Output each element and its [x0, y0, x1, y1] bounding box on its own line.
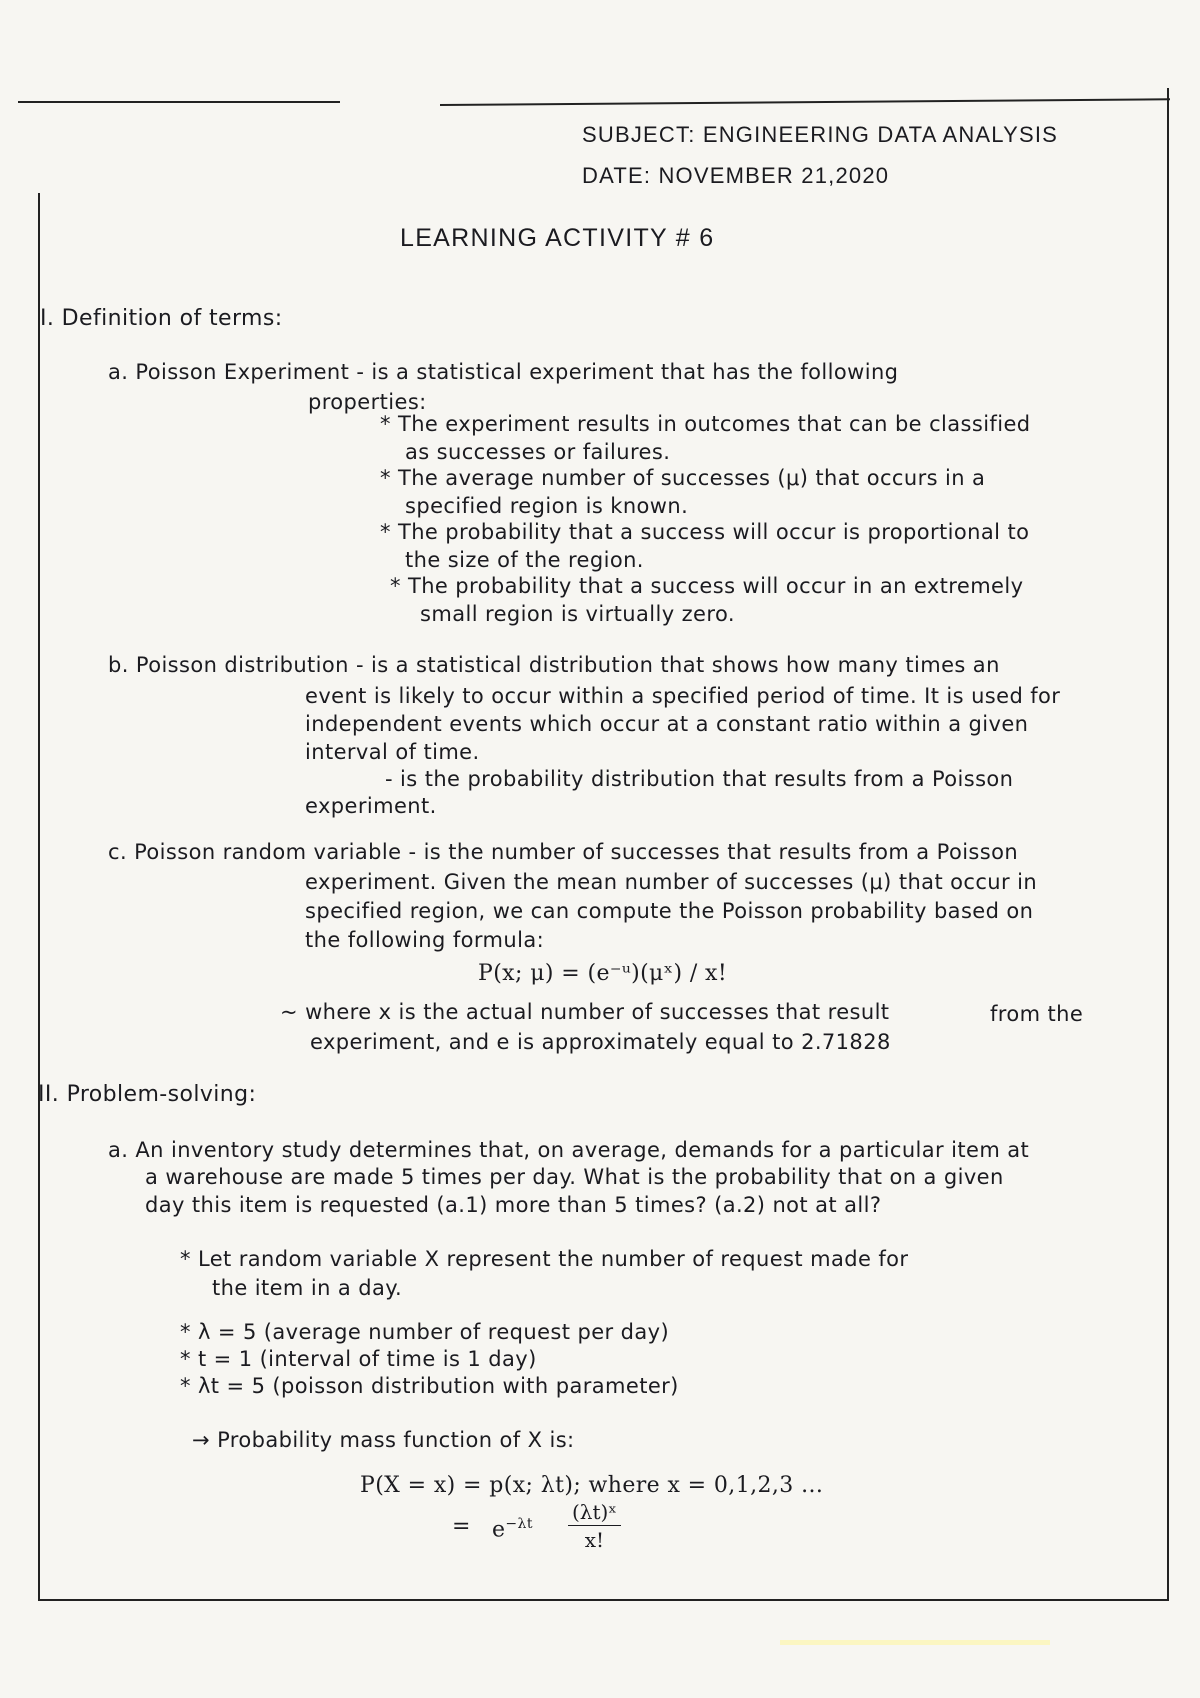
term-c-line3: specified region, we can compute the Poisson probability based on — [305, 899, 1034, 923]
page-title: LEARNING ACTIVITY # 6 — [400, 224, 715, 252]
term-b-line6: experiment. — [305, 794, 437, 818]
term-a-bullet-2: * The average number of successes (μ) that occurs in a — [380, 466, 986, 490]
pmf-equals: = — [452, 1514, 471, 1539]
poisson-formula: P(x; μ) = (e⁻ᵘ)(μˣ) / x! — [478, 961, 728, 986]
term-b-line3: independent events which occur at a constant ratio within a given — [305, 712, 1029, 736]
term-a-bullet-3b: the size of the region. — [405, 548, 644, 572]
border-right — [1167, 88, 1169, 1600]
term-a-line1: a. Poisson Experiment - is a statistical experiment that has the following — [108, 360, 899, 384]
pmf-exp-term — [492, 1516, 533, 1542]
section-1-heading: I. Definition of terms: — [40, 306, 283, 331]
border-bottom — [38, 1599, 1169, 1601]
term-a-bullet-3: * The probability that a success will occur is proportional to — [380, 520, 1030, 544]
date-line: DATE: NOVEMBER 21,2020 — [582, 163, 890, 188]
pmf-intro: → Probability mass function of X is: — [192, 1428, 575, 1452]
param-lambda-t: * λt = 5 (poisson distribution with parameter) — [180, 1374, 679, 1398]
problem-line1: a. An inventory study determines that, on average, demands for a particular item at — [108, 1138, 1030, 1162]
border-top-left — [18, 101, 340, 103]
term-a-bullet-1: * The experiment results in outcomes that can be classified — [380, 412, 1031, 436]
pmf-exp-superscript: −λt — [505, 1516, 533, 1532]
term-b-line4: interval of time. — [305, 740, 480, 764]
section-2-heading: II. Problem-solving: — [38, 1082, 257, 1107]
term-b-line5: - is the probability distribution that results from a Poisson — [385, 767, 1014, 791]
term-c-line4: the following formula: — [305, 928, 545, 952]
border-left — [38, 193, 40, 1601]
pmf-denominator: x! — [584, 1528, 605, 1552]
term-b-line2: event is likely to occur within a specified period of time. It is used for — [305, 684, 1061, 708]
let-line1: * Let random variable X represent the number of request made for — [180, 1247, 909, 1271]
pmf-exp-base: e — [492, 1517, 506, 1543]
term-c-where-line2: experiment, and e is approximately equal to 2.71828 — [310, 1030, 891, 1054]
highlight-mark — [780, 1640, 1050, 1645]
problem-line3: day this item is requested (a.1) more than 5 times? (a.2) not at all? — [145, 1193, 882, 1217]
pmf-fraction — [568, 1500, 621, 1552]
pmf-line1: P(X = x) = p(x; λt); where x = 0,1,2,3 ... — [360, 1473, 824, 1498]
term-c-where-line1b: from the — [990, 1002, 1084, 1026]
term-c-line2: experiment. Given the mean number of successes (μ) that occur in — [305, 870, 1038, 894]
param-lambda: * λ = 5 (average number of request per day) — [180, 1320, 670, 1344]
pmf-numerator: (λt)ˣ — [568, 1500, 621, 1526]
term-c-line1: c. Poisson random variable - is the number of successes that results from a Poisson — [108, 840, 1019, 864]
term-c-where-line1: ~ where x is the actual number of successes that result — [280, 1000, 890, 1024]
param-t: * t = 1 (interval of time is 1 day) — [180, 1347, 537, 1371]
subject-line: SUBJECT: ENGINEERING DATA ANALYSIS — [582, 122, 1059, 147]
term-a-bullet-4b: small region is virtually zero. — [420, 602, 735, 626]
term-a-bullet-1b: as successes or failures. — [405, 440, 671, 464]
term-a-line2: properties: — [308, 390, 427, 414]
term-b-line1: b. Poisson distribution - is a statistical distribution that shows how many times an — [108, 653, 1000, 677]
border-top-right — [440, 98, 1170, 106]
term-a-bullet-4: * The probability that a success will occur in an extremely — [390, 574, 1024, 598]
problem-line2: a warehouse are made 5 times per day. What is the probability that on a given — [145, 1165, 1004, 1189]
let-line2: the item in a day. — [212, 1276, 403, 1300]
term-a-bullet-2b: specified region is known. — [405, 494, 689, 518]
